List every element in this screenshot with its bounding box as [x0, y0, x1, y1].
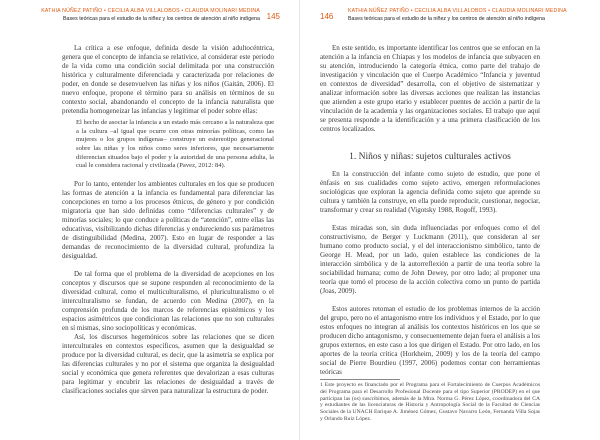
header-title: Bases teóricas para el estudio de la niñez y los centros de atención al niño indígena — [63, 16, 260, 22]
paragraph: De tal forma que el problema de la diversidad de acepciones en los conceptos y discursos que se supone responden al reconocimiento de la diversidad cultural, como el multiculturalismo, el pluriculturalismo o el interculturalismo se fundan, de acuerdo con Medina (2007), en la comprensión profunda de los marcos de referencias epistémicos y los espacios asimétricos que condicionan las relaciones que no son culturales en sí mismas, sino sociopolíticas y económicas. — [62, 269, 274, 332]
left-body-text — [62, 44, 274, 396]
page-number-left: 145 — [266, 12, 280, 21]
block-quote: El hecho de asociar la infancia a un estado más cercano a la naturaleza que a la cultura –al igual que ocurre con otras minorías políticas, como las mujeres o los grupos indígenas– construye un estereotipo generacional sobre las niñas y los niños como seres inferiores, que necesariamente diferencian situados bajo el poder y la autoridad de una persona adulta, la cual le considera racional y civilizada (Pavez, 2012: 84). — [76, 119, 274, 170]
paragraph: Estos autores retoman el estudio de los problemas internos de la acción del grupo, pero no el antagonismo entre los individuos y el Estado, por lo que estos enfoques no integran al análisis los contextos históricos en los que se producen dicho antagonismo, y consecuentemente dejan fuera el análisis a los grupos externos, en este caso a los que dirigen el Estado. Por otro lado, en los aportes de la teoría crítica (Horkheim, 2009) y los de la teoría del campo social de Pierre Bourdieu (1997, 2006) podemos contar con herramientas teóricas — [320, 305, 540, 377]
right-page — [300, 0, 600, 440]
paragraph — [320, 44, 540, 134]
paragraph: Así, los discursos hegemónicos sobre las relaciones que se dicen interculturales en contextos específicos, asumen que la desigualdad se produce por la diversidad cultural, es decir, que la asimetría se explica por las diferencias culturales y no por el sistema que organiza la desigualdad social y económica que genera referentes que devalorizan a esas culturas para legitimar y encubrir las relaciones de desigualdad a través de clasificaciones sociales que sirven para naturalizar la estructura de poder. — [62, 332, 274, 396]
page-number-right: 146 — [320, 12, 334, 21]
paragraph: En la construcción del infante como sujeto de estudio, que pone el énfasis en sus cualidades como sujeto activo, emergen reformulaciones sociológicas que exploran la agencia definida como sujeto que aprende su cultura y también la construye, en ella puede reproducir, cuestionar, negociar, transformar y crear su realidad (Vigotsky 1988, Rogoff, 1993). — [320, 170, 540, 215]
footnote-rule — [320, 379, 400, 380]
paragraph: Por lo tanto, entender los ambientes culturales en los que se producen las formas de atención a la infancia es fundamental para diferenciar las concepciones en torno a los procesos étnicos, de género y por condición migratoria que han sido definidas como “diferencias culturales” y de minorías sociales; lo que conduce a políticas de “atención”, entre ellas las educativas, visibilizando dichas diferencias y endureciendo sus parámetros de distinguibilidad (Medina, 2007). Esto en lugar de responder a las demandas de reconocimiento de la diversidad cultural, profundiza la desigualdad. — [62, 179, 274, 260]
running-header-right — [348, 8, 578, 30]
paragraph: Estas miradas son, sin duda influenciadas por enfoques como el del constructivismo, de Berger y Luckmann (2011), que consideran al ser humano como producto social, y el del interaccionismo simbólico, tanto de George H. Mead, por un lado, quien establece las condiciones de la interacción simbólica y de la autorreflexión a partir de una teoría sobre la sociabilidad humana; como de John Dewey, por otro lado; al proponer una teoría que tomó el proceso de la acción colectiva como un punto de partida (Joas, 2009). — [320, 224, 540, 296]
footnote: 1 Este proyecto es financiado por el Programa para el Fortalecimiento de Cuerpos Académicos del Programa para el Desarrollo Profesional Docente para el tipo Superior (PRODEP) en el que participan las (os) suscribimos, además de la Mtra. Norma G. Pérez López, coordinadora del CA y estudiantes de las licenciaturas de Historia y Antropología Social de la Facultad de Ciencias Sociales de la UNACH Enrique A. Jiménez Gómez, Gustavo Navarro León, Fernanda Villa Sojas y Orlando Ruiz López. — [320, 382, 540, 422]
header-authors: KATHIA NÚÑEZ PATIÑO • CECILIA ALBA VILLALOBOS • CLAUDIA MOLINARI MEDINA — [348, 8, 567, 14]
header-title: Bases teóricas para el estudio de la niñez y los centros de atención al niño indígena — [348, 16, 545, 22]
running-header-left — [35, 8, 260, 30]
section-heading: 1. Niños y niñas: sujetos culturales activos — [349, 152, 511, 163]
header-authors: KATHIA NÚÑEZ PATIÑO • CECILIA ALBA VILLALOBOS • CLAUDIA MOLINARI MEDINA — [41, 8, 260, 14]
paragraph: La crítica a ese enfoque, definida desde la visión adultocéntrica, genera que el concepto de infancia se relativice, al considerar este periodo de la vida como una condición social delimitada por una construcción histórica y culturalmente diferenciada y caracterizada por relaciones de poder, en donde se desenvuelven las niñas y los niños (Gaitán, 2006). El nuevo enfoque, propone el término para su análisis en términos de su contexto social, abandonando el concepto de la infancia naturalista que pretendía homogeneizar las infancias y legitimar el poder sobre ellas: — [62, 44, 274, 116]
right-body-text — [320, 44, 540, 377]
paragraph-text: En este sentido, es importante identificar los centros que se enfocan en la atención a la infancia en Chiapas y los modelos de infancia que subyacen en su atención, introduciendo la categoría étnica, como parte del trabajo de investigación y vinculación que el Cuerpo Académico “Infancia y juventud en contextos de diversidad” desarrolla, con el objetivo de sistematizar y analizar información sobre las diversas acciones que realizan las instancias que atienden a este grupo etario y establecer puentes de acción a partir de la vinculación de la academia y las organizaciones sociales. El trabajo que aquí se presenta responde a la identificación y a una primera clasificación de los centros localizados. — [320, 44, 540, 134]
